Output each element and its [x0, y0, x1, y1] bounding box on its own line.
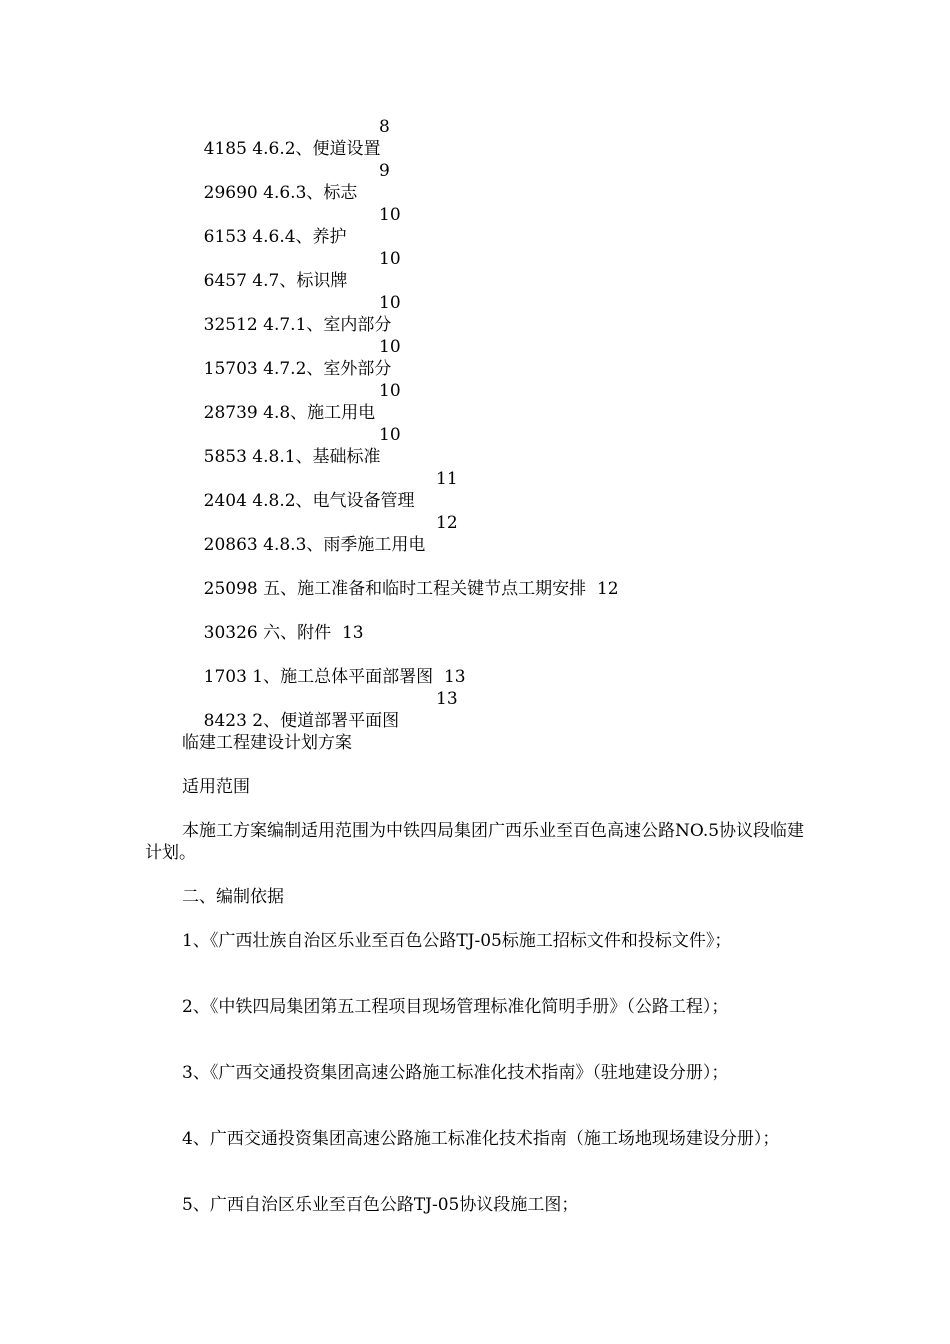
toc-entry-text: 4.6.2、便道设置: [252, 139, 381, 159]
toc-entry-text: 4.8.2、电气设备管理: [252, 491, 415, 511]
toc-entry-code: 28739: [203, 403, 258, 423]
toc-entry-code: 6153: [203, 227, 247, 247]
toc-entry-code: 30326: [203, 623, 258, 643]
toc-entry-text: 1、施工总体平面部署图: [252, 667, 434, 687]
toc-entry-page: 12: [436, 513, 458, 533]
toc-entry-code: 15703: [203, 359, 258, 379]
toc-entry-text: 六、附件: [263, 623, 332, 643]
toc-entry-page: 10: [379, 381, 401, 401]
basis-item: 1、《广西壮族自治区乐业至百色公路TJ-05标施工招标文件和投标文件》；: [182, 931, 732, 951]
toc-entry-code: 5853: [203, 447, 247, 467]
toc-entry-page: 11: [436, 469, 458, 489]
toc-entry-page: 10: [379, 425, 401, 445]
section-heading-basis: 二、编制依据: [182, 887, 284, 907]
basis-item: 2、《中铁四局集团第五工程项目现场管理标准化简明手册》（公路工程）；: [182, 997, 729, 1017]
toc-entry-code: 6457: [203, 271, 247, 291]
toc-entry-page: 13: [436, 689, 458, 709]
toc-entry-code: 1703: [203, 667, 247, 687]
toc-entry-page: 10: [379, 249, 401, 269]
toc-entry-page: 12: [596, 579, 619, 599]
toc-entry-code: 32512: [203, 315, 258, 335]
toc-entry-page: 10: [379, 337, 401, 357]
toc-entry-text: 4.7.1、室内部分: [263, 315, 392, 335]
basis-item: 3、《广西交通投资集团高速公路施工标准化技术指南》（驻地建设分册）；: [182, 1063, 729, 1083]
toc-entry-page: 13: [341, 623, 364, 643]
document-title: 临建工程建设计划方案: [182, 733, 352, 753]
toc-entry-text: 4.6.4、养护: [252, 227, 347, 247]
toc-entry-code: 2404: [203, 491, 247, 511]
toc-entry-page: 9: [379, 161, 390, 181]
basis-item: 5、广西自治区乐业至百色公路TJ-05协议段施工图；: [182, 1195, 579, 1215]
toc-entry-page: 8: [379, 117, 390, 137]
toc-entry-text: 4.7.2、室外部分: [263, 359, 392, 379]
toc-entry-code: 20863: [203, 535, 258, 555]
toc-entry-text: 4.7、标识牌: [252, 271, 348, 291]
toc-entry-code: 25098: [203, 579, 258, 599]
toc-entry-text: 4.8.3、雨季施工用电: [263, 535, 426, 555]
toc-entry-page: 10: [379, 293, 401, 313]
toc-entry-text: 4.8、施工用电: [263, 403, 376, 423]
basis-item: 4、广西交通投资集团高速公路施工标准化技术指南（施工场地现场建设分册）；: [182, 1129, 780, 1149]
toc-entry-code: 8423: [203, 711, 247, 731]
toc-entry-page: 10: [379, 205, 401, 225]
scope-paragraph: 本施工方案编制适用范围为中铁四局集团广西乐业至百色高速公路NO.5协议段临建计划。: [145, 821, 805, 863]
toc-entry-text: 4.6.3、标志: [263, 183, 358, 203]
toc-entry-text: 2、便道部署平面图: [252, 711, 400, 731]
section-heading-scope: 适用范围: [182, 777, 250, 797]
toc-entry-page: 13: [443, 667, 466, 687]
toc-entry-text: 4.8.1、基础标准: [252, 447, 381, 467]
toc-entry-code: 4185: [203, 139, 247, 159]
toc-entry-code: 29690: [203, 183, 258, 203]
toc-entry-text: 五、施工准备和临时工程关键节点工期安排: [263, 579, 587, 599]
